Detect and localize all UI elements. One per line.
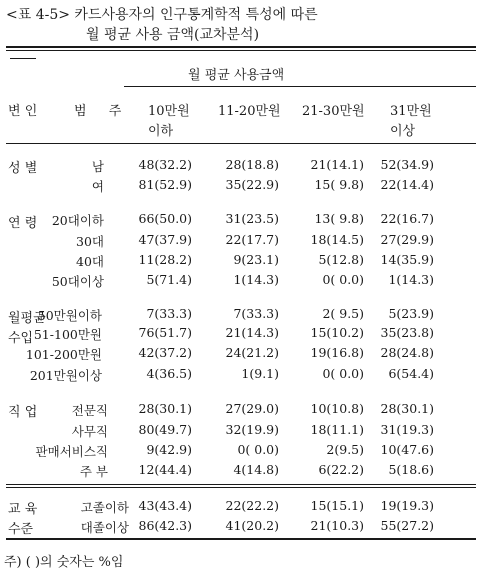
row-category: 40대 (76, 254, 104, 269)
table-cell: 22(17.7) (225, 232, 279, 247)
row-category: 주 부 (79, 464, 108, 479)
header-variable: 변 인 (8, 104, 38, 119)
table-cell: 2(9.5) (326, 442, 364, 457)
footnote: 주) ( )의 숫자는 %임 (4, 555, 124, 570)
table-cell: 5(18.6) (388, 462, 434, 477)
table-cell: 35(23.8) (380, 325, 434, 340)
row-category: 여 (91, 179, 104, 194)
column-header-1: 10만원 (148, 104, 190, 119)
column-header-4-line2: 이상 (390, 124, 416, 139)
row-category: 판매서비스직 (35, 444, 108, 459)
table-cell: 42(37.2) (138, 345, 192, 360)
table-cell: 32(19.9) (225, 422, 279, 437)
table-cell: 41(20.2) (225, 518, 279, 533)
table-cell: 0( 0.0) (237, 442, 279, 457)
table-cell: 35(22.9) (225, 177, 279, 192)
table-cell: 9(42.9) (146, 442, 192, 457)
short-mark (10, 58, 36, 59)
table-cell: 24(21.2) (225, 345, 279, 360)
row-category: 전문직 (71, 403, 108, 418)
table-cell: 12(44.4) (138, 462, 192, 477)
table-cell: 48(32.2) (138, 157, 192, 172)
table-cell: 55(27.2) (380, 518, 434, 533)
bottom-rule (6, 538, 476, 540)
table-cell: 21(14.1) (310, 157, 364, 172)
education-top-rule (6, 484, 476, 485)
table-cell: 80(49.7) (138, 422, 192, 437)
top-rule-thin (6, 50, 476, 51)
row-category: 201만원이상 (29, 368, 102, 383)
table-cell: 52(34.9) (380, 157, 434, 172)
group-label: 수입 (8, 331, 34, 346)
table-cell: 43(43.4) (138, 498, 192, 513)
span-title: 월 평균 사용금액 (188, 68, 285, 83)
education-top-rule-2 (6, 487, 476, 488)
table-cell: 31(23.5) (225, 211, 279, 226)
table-cell: 4(14.8) (233, 462, 279, 477)
header-rule (6, 143, 476, 144)
table-cell: 10(10.8) (310, 401, 364, 416)
row-category: 101-200만원 (25, 347, 102, 362)
table-cell: 1(14.3) (388, 272, 434, 287)
table-cell: 66(50.0) (138, 211, 192, 226)
column-header-1-line2: 이하 (148, 124, 174, 139)
table-cell: 5(12.8) (318, 252, 364, 267)
row-category: 남 (91, 159, 104, 174)
table-cell: 15(15.1) (310, 498, 364, 513)
table-cell: 22(22.2) (225, 498, 279, 513)
table-cell: 9(23.1) (233, 252, 279, 267)
table-cell: 27(29.9) (380, 232, 434, 247)
table-cell: 6(22.2) (318, 462, 364, 477)
table-cell: 19(19.3) (380, 498, 434, 513)
row-category: 50대이상 (51, 274, 104, 289)
column-header-4: 31만원 (390, 104, 432, 119)
table-cell: 0( 0.0) (322, 272, 364, 287)
table-cell: 18(11.1) (310, 422, 364, 437)
table-cell: 21(10.3) (310, 518, 364, 533)
table-cell: 15( 9.8) (314, 177, 364, 192)
group-label: 성 별 (8, 161, 38, 176)
row-category: 50만원이하 (37, 308, 102, 323)
table-cell: 10(47.6) (380, 442, 434, 457)
header-category: 범 주 (74, 104, 122, 119)
caption-line-2: 월 평균 사용 금액(교차분석) (86, 27, 260, 43)
table-cell: 22(16.7) (380, 211, 434, 226)
group-label: 교 육 (8, 502, 38, 517)
group-label: 연 령 (8, 216, 38, 231)
table-cell: 81(52.9) (138, 177, 192, 192)
top-rule (6, 46, 476, 48)
row-category: 사무직 (71, 424, 108, 439)
table-cell: 0( 0.0) (322, 366, 364, 381)
table-cell: 28(18.8) (225, 157, 279, 172)
table-cell: 13( 9.8) (314, 211, 364, 226)
table-cell: 15(10.2) (310, 325, 364, 340)
span-underline (124, 86, 476, 87)
group-label: 직 업 (8, 405, 38, 420)
row-category: 51-100만원 (33, 327, 102, 342)
row-category: 30대 (76, 234, 104, 249)
table-cell: 4(36.5) (146, 366, 192, 381)
table-cell: 31(19.3) (380, 422, 434, 437)
table-cell: 1(9.1) (241, 366, 279, 381)
table-cell: 7(33.3) (233, 306, 279, 321)
row-category: 대졸이상 (80, 520, 129, 535)
table-cell: 22(14.4) (380, 177, 434, 192)
table-cell: 86(42.3) (138, 518, 192, 533)
table-cell: 28(30.1) (138, 401, 192, 416)
row-category: 고졸이하 (80, 500, 129, 515)
column-header-2: 11-20만원 (218, 104, 281, 119)
table-cell: 76(51.7) (138, 325, 192, 340)
table-cell: 27(29.0) (225, 401, 279, 416)
table-cell: 47(37.9) (138, 232, 192, 247)
table-cell: 11(28.2) (138, 252, 192, 267)
table-cell: 5(23.9) (388, 306, 434, 321)
table-cell: 28(30.1) (380, 401, 434, 416)
column-header-3: 21-30만원 (302, 104, 365, 119)
table-cell: 14(35.9) (380, 252, 434, 267)
table-cell: 21(14.3) (225, 325, 279, 340)
table-cell: 7(33.3) (146, 306, 192, 321)
table-cell: 18(14.5) (310, 232, 364, 247)
group-label: 월평균 (8, 311, 46, 326)
row-category: 20대이하 (51, 213, 104, 228)
table-cell: 28(24.8) (380, 345, 434, 360)
table-cell: 5(71.4) (146, 272, 192, 287)
table-cell: 6(54.4) (388, 366, 434, 381)
table-cell: 2( 9.5) (322, 306, 364, 321)
caption-line-1: <표 4-5> 카드사용자의 인구통계학적 특성에 따른 (6, 7, 318, 23)
table-cell: 1(14.3) (233, 272, 279, 287)
group-label: 수준 (8, 522, 34, 537)
table-cell: 19(16.8) (310, 345, 364, 360)
